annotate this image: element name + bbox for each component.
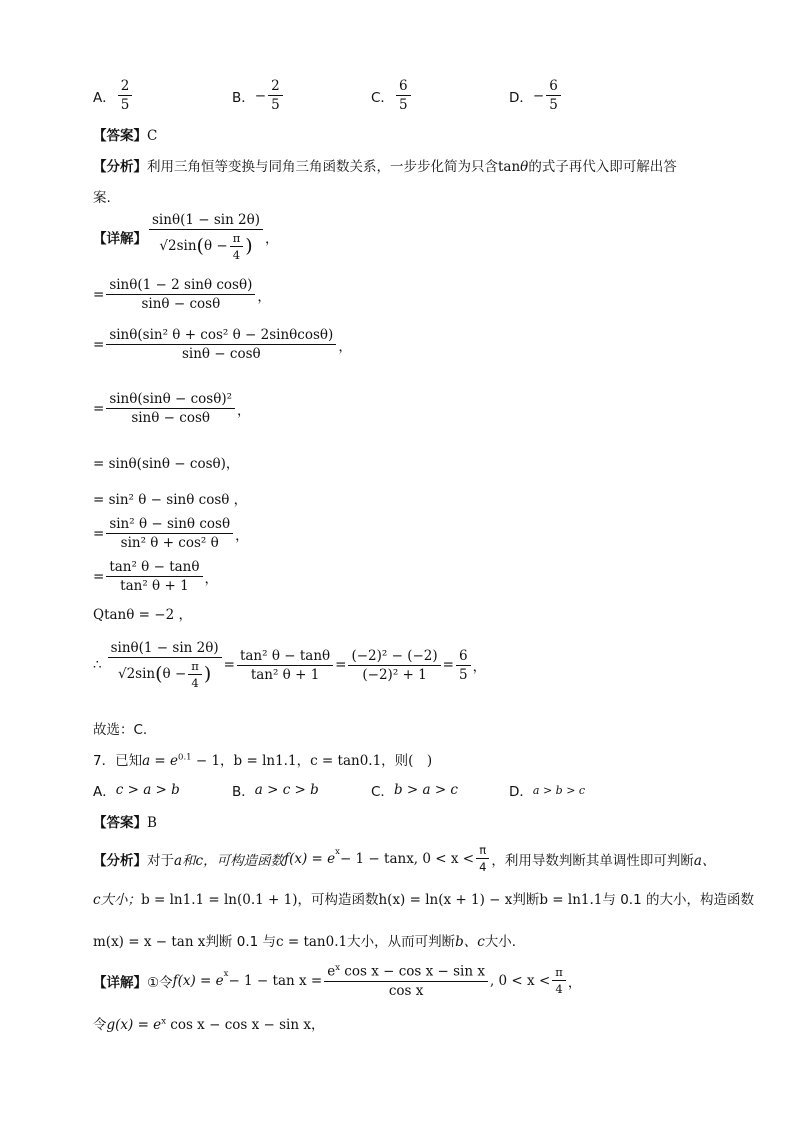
option-letter: A． bbox=[93, 784, 116, 800]
detail-text: ①令 bbox=[147, 974, 173, 991]
sqrt-two: √2 bbox=[159, 238, 177, 254]
numerator: tan² θ − tanθ bbox=[237, 648, 333, 666]
answer-value: C bbox=[147, 128, 158, 144]
pi: π bbox=[230, 231, 244, 247]
fx-rest: − 1 − tan x = bbox=[228, 972, 323, 989]
q6-option-b bbox=[232, 78, 285, 113]
option-letter: B． bbox=[232, 784, 255, 800]
option-expr: a > b > c bbox=[532, 783, 586, 797]
denominator: √2sin(θ − $\frac{\pi}{4}$ ) bbox=[159, 231, 253, 262]
pi: π bbox=[188, 659, 202, 675]
q7-analysis-line-1 bbox=[93, 843, 715, 874]
step-text: = sin² θ − sinθ cosθ ， bbox=[93, 492, 248, 508]
numerator bbox=[324, 963, 488, 982]
analysis-theta: θ bbox=[520, 159, 529, 175]
denominator: sinθ − cosθ bbox=[141, 296, 221, 312]
option-letter: D． bbox=[509, 89, 533, 106]
option-fraction bbox=[396, 78, 411, 113]
b-expr: b = ln1.1 = ln(0.1 + 1) bbox=[141, 892, 298, 908]
q7-option-a bbox=[93, 780, 180, 800]
option-letter: D． bbox=[509, 784, 533, 800]
fx-sup: x bbox=[335, 847, 340, 857]
analysis-text: 大小，从而可判断 bbox=[347, 934, 456, 950]
numerator: 6 bbox=[396, 78, 411, 96]
analysis-end: a、 bbox=[693, 852, 716, 869]
gx-expr: g(x) = e bbox=[106, 1017, 162, 1033]
q6-detail-step-3: = $\frac{\text{sinθ(sinθ − cosθ)²}}{\sin\theta - \cos\theta}$ ， bbox=[93, 391, 251, 426]
c-expr: c = tan0.1，则( ) bbox=[310, 753, 433, 769]
denominator: √2sin(θ − $\frac{\pi}{4}$ ) bbox=[117, 659, 212, 690]
denominator: 5 bbox=[458, 666, 468, 683]
analysis-tail: ，利用导数判断其单调性即可判断 bbox=[491, 852, 694, 869]
step-text: tanθ = −2 ， bbox=[104, 607, 192, 623]
detail-text: 令 bbox=[93, 1017, 107, 1033]
q6-answer bbox=[93, 124, 157, 144]
q6-option-c bbox=[371, 78, 413, 113]
option-expr: a > c > b bbox=[254, 782, 319, 798]
option-fraction bbox=[268, 78, 283, 113]
pi: π bbox=[476, 843, 489, 859]
step0-fraction bbox=[149, 212, 263, 262]
analysis-text: 判断 bbox=[512, 892, 540, 908]
numerator: sin² θ − sinθ cosθ bbox=[106, 516, 233, 534]
numerator: (−2)² − (−2) bbox=[348, 648, 440, 666]
option-sign: − bbox=[254, 87, 267, 104]
gx-rest: cos x − cos x − sin x， bbox=[165, 1017, 325, 1033]
denominator: 5 bbox=[549, 97, 558, 113]
numerator: 2 bbox=[118, 78, 133, 96]
conclusion-text: 故选：C. bbox=[93, 722, 148, 738]
q6-detail-step-9: ∴ sinθ(1 − sin 2θ) √2sin(θ − $\frac{\pi}{4}$ ) = $\frac{\text{tan² θ − tanθ}}{\text{tan² θ + 1}}$ = $\frac{\text{(−2)² − (−2)}}{\text{(−2)² + 1}}$ = $\frac{6}{5}$ ， bbox=[93, 640, 487, 690]
numerator: sinθ(1 − 2 sinθ cosθ) bbox=[106, 277, 255, 295]
option-letter: C． bbox=[371, 89, 394, 106]
analysis-vars: a和c，可构造函数 bbox=[174, 852, 285, 869]
a-rest: − 1， bbox=[191, 753, 234, 769]
fx-expr: f(x) = e bbox=[172, 972, 224, 989]
detail-label: 【详解】 bbox=[93, 231, 147, 247]
option-expr: c > a > b bbox=[115, 782, 180, 798]
q6-detail-step-1: = $\frac{\text{sinθ(1 − 2 sinθ cosθ)}}{\sin\theta - \cos\theta}$ ， bbox=[93, 277, 271, 312]
q7-option-d bbox=[509, 780, 585, 800]
q6-detail-step-4 bbox=[93, 452, 239, 472]
q7-detail-line-2 bbox=[93, 1013, 324, 1033]
sin-text: sin bbox=[135, 666, 156, 682]
option-expr: b > a > c bbox=[393, 782, 458, 798]
numerator: 6 bbox=[456, 648, 471, 666]
option-letter: B． bbox=[232, 89, 255, 106]
denominator: sinθ − cosθ bbox=[131, 410, 211, 426]
four: 4 bbox=[191, 676, 199, 690]
step-text: = sinθ(sinθ − cosθ)， bbox=[93, 456, 240, 472]
option-fraction bbox=[546, 78, 561, 113]
because-symbol: Q bbox=[93, 607, 105, 623]
numerator: sinθ(1 − sin 2θ) bbox=[108, 640, 222, 658]
q6-detail-step-8 bbox=[93, 603, 192, 623]
q7-answer bbox=[93, 811, 157, 831]
four: 4 bbox=[232, 248, 241, 262]
analysis-label: 【分析】 bbox=[93, 852, 147, 869]
therefore-symbol: ∴ bbox=[93, 657, 102, 673]
question-number: 7．已知 bbox=[93, 753, 143, 769]
mx-expr: m(x) = x − tan x bbox=[93, 934, 206, 950]
denominator: tan² θ + 1 bbox=[120, 578, 189, 594]
numerator: sinθ(sin² θ + cos² θ − 2sinθcosθ) bbox=[106, 327, 336, 345]
numerator: 6 bbox=[546, 78, 561, 96]
analysis-tan: tan bbox=[498, 159, 521, 175]
num-rest: cos x − cos x − sin x bbox=[340, 963, 485, 980]
analysis-text: 判断 0.1 与 bbox=[205, 934, 276, 950]
analysis-label: 【分析】 bbox=[93, 159, 147, 175]
four: 4 bbox=[555, 982, 563, 997]
pi: π bbox=[552, 965, 566, 981]
numerator: tan² θ − tanθ bbox=[106, 559, 202, 577]
detail-label: 【详解】 bbox=[93, 974, 147, 991]
analysis-text-2: 的式子再代入即可解出答 bbox=[528, 159, 677, 175]
answer-label: 【答案】 bbox=[93, 128, 147, 144]
q6-detail-step-7: = $\frac{\text{tan² θ − tanθ}}{\text{tan² θ + 1}}$ ， bbox=[93, 559, 219, 594]
q7-detail-line-1: 【详解】 ①令 f(x) = e x − 1 − tan x = $\frac{e^x \cos x - \cos x - \sin x}{\text{cos x}}$ , 0 < x < $\frac{\pi}{4}$ ， bbox=[93, 963, 582, 999]
analysis-text: 利用三角恒等变换与同角三角函数关系，一步步化简为只含 bbox=[147, 159, 498, 175]
denominator: 5 bbox=[271, 97, 280, 113]
denominator: 5 bbox=[398, 97, 408, 113]
q6-detail-step-0: 【详解】 sinθ(1 − sin 2θ) √2sin(θ − $\frac{\pi}{4}$ ) ， bbox=[93, 212, 279, 262]
q6-detail-step-6: = $\frac{\text{sin² θ − sinθ cosθ}}{\text{sin² θ + cos² θ}}$ ， bbox=[93, 516, 249, 551]
bc-vars: b、c bbox=[455, 934, 485, 950]
theta-minus: θ − bbox=[203, 238, 228, 254]
denominator: tan² θ + 1 bbox=[250, 666, 320, 683]
a-exponent: 0.1 bbox=[178, 752, 192, 763]
four: 4 bbox=[479, 860, 487, 874]
q6-option-a bbox=[93, 78, 134, 113]
fx-rest: − 1 − tanx, 0 < x < bbox=[339, 850, 475, 867]
denominator: sinθ − cosθ bbox=[181, 346, 261, 362]
denominator: (−2)² + 1 bbox=[362, 666, 427, 683]
q7-option-b bbox=[232, 780, 319, 800]
b-expr: b = ln1.1， bbox=[233, 753, 311, 769]
q7-analysis-line-2 bbox=[93, 888, 754, 908]
q7-option-c bbox=[371, 780, 458, 800]
gx-sup: x bbox=[161, 1016, 166, 1027]
analysis-text: 对于 bbox=[147, 852, 174, 869]
num-e: e bbox=[327, 963, 336, 980]
denominator: sin² θ + cos² θ bbox=[120, 535, 219, 551]
fx-expr: f(x) = e bbox=[284, 850, 336, 867]
hx-expr: h(x) = ln(x + 1) − x bbox=[378, 892, 513, 908]
condition: , 0 < x < bbox=[489, 972, 551, 989]
q7-stem bbox=[93, 749, 432, 769]
option-sign: − bbox=[532, 87, 545, 104]
q6-analysis bbox=[93, 155, 677, 175]
q6-detail-step-5 bbox=[93, 488, 247, 508]
c-expr: c = tan0.1 bbox=[276, 934, 348, 950]
denominator: cos x bbox=[388, 982, 424, 999]
answer-label: 【答案】 bbox=[93, 815, 147, 831]
q6-conclusion bbox=[93, 718, 147, 738]
denominator: 5 bbox=[120, 97, 130, 113]
sin-text: sin bbox=[176, 238, 197, 254]
analysis-text: ，可构造函数 bbox=[297, 892, 379, 908]
numerator: 2 bbox=[268, 78, 283, 96]
option-fraction bbox=[118, 78, 133, 113]
q7-analysis-line-3 bbox=[93, 930, 525, 950]
analysis-text: 大小． bbox=[484, 934, 526, 950]
numerator: sinθ(1 − sin 2θ) bbox=[149, 212, 263, 230]
b-expr-2: b = ln1.1 bbox=[539, 892, 603, 908]
analysis-text: c大小； bbox=[93, 892, 142, 908]
sqrt-two: √2 bbox=[117, 666, 136, 682]
numerator: sinθ(sinθ − cosθ)² bbox=[106, 391, 235, 409]
analysis-text: 与 0.1 的大小，构造函数 bbox=[602, 892, 754, 908]
num-sup: x bbox=[335, 963, 340, 973]
q6-detail-step-2: = $\frac{\text{sinθ(sin² θ + cos² θ − 2sinθcosθ)}}{\sin\theta - \cos\theta}$ ， bbox=[93, 327, 352, 362]
a-expr: a = e bbox=[142, 753, 179, 769]
q6-analysis-cont bbox=[93, 186, 111, 206]
q6-option-d bbox=[509, 78, 563, 113]
option-letter: A． bbox=[93, 89, 116, 106]
fx-sup: x bbox=[223, 969, 229, 979]
theta-minus: θ − bbox=[162, 666, 187, 682]
option-letter: C． bbox=[371, 784, 394, 800]
answer-value: B bbox=[147, 815, 157, 831]
analysis-text-3: 案. bbox=[93, 190, 111, 206]
